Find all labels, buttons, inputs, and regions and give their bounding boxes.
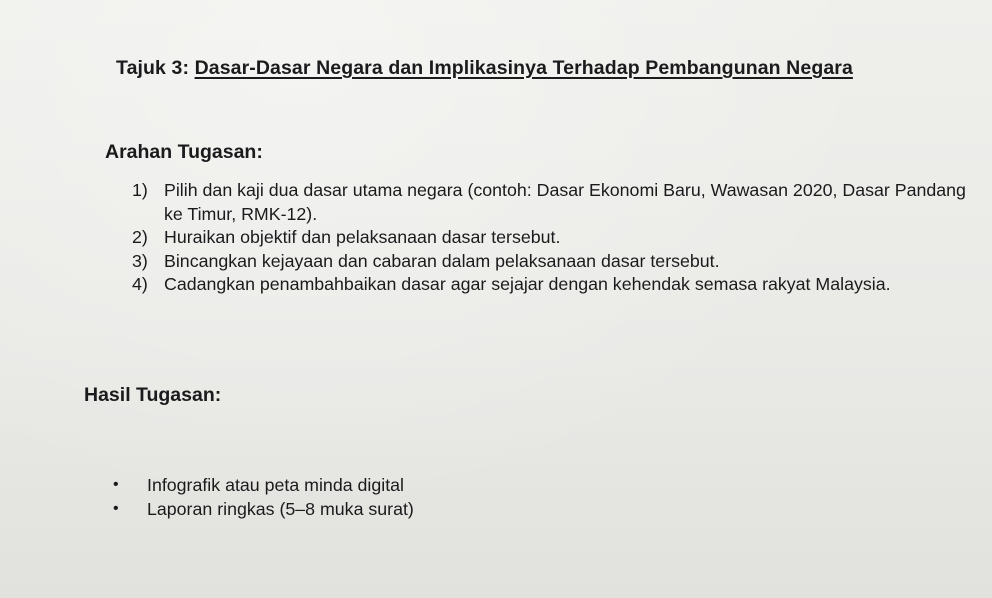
list-item — [132, 226, 982, 250]
item-text: Huraikan objektif dan pelaksanaan dasar tersebut. — [164, 227, 561, 247]
item-number: 1) — [132, 180, 148, 200]
outputs-heading: Hasil Tugasan: — [84, 384, 222, 406]
item-text: Cadangkan penambahbaikan dasar agar sejajar dengan kehendak semasa rakyat Malaysia. — [164, 274, 891, 294]
instructions-heading: Arahan Tugasan: — [105, 141, 263, 163]
item-number: 3) — [132, 250, 148, 271]
outputs-list — [113, 473, 414, 521]
title-prefix: Tajuk 3: — [116, 57, 195, 79]
page-title — [116, 57, 976, 80]
list-item — [113, 473, 414, 497]
item-text: Laporan ringkas (5–8 muka surat) — [147, 499, 414, 519]
item-text: Pilih dan kaji dua dasar utama negara (contoh: Dasar Ekonomi Baru, Wawasan 2020, Dasar Pandang ke Timur, RMK-12). — [164, 180, 966, 224]
instructions-list — [132, 179, 982, 297]
list-item — [113, 497, 414, 521]
bullet-icon: • — [113, 476, 119, 493]
list-item — [132, 250, 982, 274]
title-topic: Dasar-Dasar Negara dan Implikasinya Terhadap Pembangunan Negara — [194, 57, 853, 79]
list-item — [132, 273, 982, 297]
bullet-icon: • — [113, 500, 119, 517]
list-item — [132, 179, 982, 226]
item-number: 4) — [132, 274, 148, 294]
item-text: Bincangkan kejayaan dan cabaran dalam pelaksanaan dasar tersebut. — [164, 250, 720, 271]
item-text: Infografik atau peta minda digital — [147, 475, 405, 495]
item-number: 2) — [132, 227, 148, 247]
